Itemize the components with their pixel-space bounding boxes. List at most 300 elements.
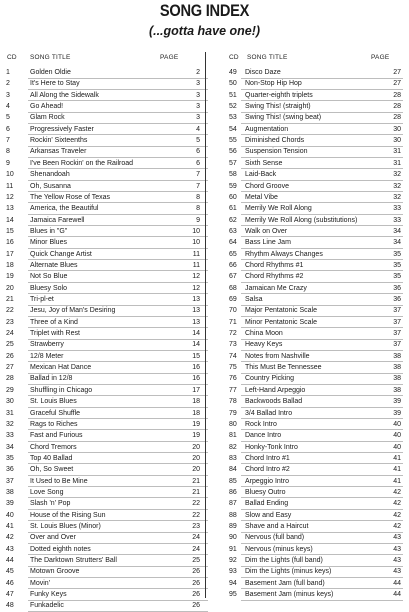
page-number: 15 bbox=[192, 352, 200, 360]
cd-track-number: 15 bbox=[6, 227, 14, 235]
page-number: 43 bbox=[393, 534, 401, 542]
song-row bbox=[6, 465, 208, 476]
page-number: 32 bbox=[393, 171, 401, 179]
song-title: Shuffling in Chicago bbox=[30, 386, 93, 394]
cd-track-number: 89 bbox=[229, 523, 237, 530]
cd-track-number: 42 bbox=[6, 534, 14, 542]
cd-track-number: 53 bbox=[229, 114, 237, 122]
cd-track-number: 71 bbox=[229, 318, 237, 326]
cd-track-number: 34 bbox=[6, 443, 14, 451]
song-row bbox=[223, 545, 403, 556]
page-number: 11 bbox=[192, 261, 200, 269]
cd-track-number: 8 bbox=[6, 148, 10, 156]
page-number: 37 bbox=[393, 330, 401, 338]
page-number: 43 bbox=[393, 545, 401, 553]
page-number: 27 bbox=[393, 69, 401, 76]
page-number: 8 bbox=[196, 193, 200, 201]
song-row bbox=[223, 556, 403, 567]
song-row bbox=[223, 295, 403, 306]
song-title: Dim the Lights (full band) bbox=[245, 557, 323, 565]
song-title: Minor Blues bbox=[30, 239, 67, 247]
song-row bbox=[6, 193, 208, 204]
page-number: 35 bbox=[393, 273, 401, 281]
cd-track-number: 7 bbox=[6, 137, 10, 145]
page-number: 37 bbox=[393, 307, 401, 315]
song-title: Rags to Riches bbox=[30, 420, 78, 428]
song-row bbox=[223, 511, 403, 522]
song-row bbox=[6, 477, 208, 488]
song-row bbox=[223, 125, 403, 136]
cd-track-number: 43 bbox=[6, 545, 14, 553]
song-row bbox=[223, 386, 403, 397]
song-row bbox=[6, 397, 208, 408]
song-title: 12/8 Meter bbox=[30, 352, 64, 360]
song-row bbox=[6, 511, 208, 522]
cd-track-number: 67 bbox=[229, 273, 237, 281]
song-row bbox=[223, 261, 403, 272]
cd-track-number: 84 bbox=[229, 466, 237, 474]
song-row bbox=[6, 68, 208, 79]
page-number: 3 bbox=[196, 80, 200, 88]
cd-track-number: 74 bbox=[229, 352, 237, 360]
song-title: Ballad Ending bbox=[245, 500, 289, 508]
song-row bbox=[223, 363, 403, 374]
song-title: Oh, So Sweet bbox=[30, 466, 74, 474]
cd-track-number: 32 bbox=[6, 420, 14, 428]
page-number: 13 bbox=[192, 318, 200, 326]
song-title: Basement Jam (full band) bbox=[245, 579, 325, 587]
page-number: 3 bbox=[196, 91, 200, 99]
song-row bbox=[6, 533, 208, 544]
song-row bbox=[6, 454, 208, 465]
page-number: 33 bbox=[393, 216, 401, 224]
cd-header: CD bbox=[229, 54, 239, 61]
page-number: 18 bbox=[192, 409, 200, 417]
song-row bbox=[6, 216, 208, 227]
song-row bbox=[223, 579, 403, 590]
cd-track-number: 85 bbox=[229, 477, 237, 485]
song-row bbox=[223, 227, 403, 238]
song-title: Notes from Nashville bbox=[245, 352, 310, 360]
cd-track-number: 35 bbox=[6, 454, 14, 462]
cd-track-number: 22 bbox=[6, 307, 14, 315]
song-row bbox=[223, 306, 403, 317]
song-title: Basement Jam (minus keys) bbox=[245, 591, 334, 599]
song-title: Chord Groove bbox=[245, 182, 289, 190]
cd-track-number: 68 bbox=[229, 284, 237, 292]
song-title: Augmentation bbox=[245, 125, 289, 133]
song-title: Major Pentatonic Scale bbox=[245, 307, 317, 315]
song-row bbox=[6, 363, 208, 374]
song-row bbox=[223, 91, 403, 102]
cd-track-number: 77 bbox=[229, 386, 237, 394]
cd-track-number: 3 bbox=[6, 91, 10, 99]
page-number: 43 bbox=[393, 557, 401, 565]
song-row bbox=[6, 499, 208, 510]
song-title: Swing This! (swing beat) bbox=[245, 114, 322, 122]
song-title: Ballad in 12/8 bbox=[30, 375, 73, 383]
page-number: 25 bbox=[192, 557, 200, 565]
right-column-header bbox=[207, 52, 409, 64]
song-row bbox=[223, 250, 403, 261]
page-number: 14 bbox=[192, 330, 200, 338]
page-number: 24 bbox=[192, 534, 200, 542]
song-row bbox=[6, 136, 208, 147]
cd-track-number: 59 bbox=[229, 182, 237, 190]
page-number: 6 bbox=[196, 148, 200, 156]
page-number: 13 bbox=[192, 296, 200, 303]
cd-track-number: 44 bbox=[6, 557, 14, 565]
song-row bbox=[223, 204, 403, 215]
page-number: 21 bbox=[192, 488, 200, 496]
song-title: Mexican Hat Dance bbox=[30, 364, 92, 372]
song-title: Honky-Tonk Intro bbox=[245, 443, 298, 451]
page-number: 34 bbox=[393, 239, 401, 247]
page-number: 20 bbox=[192, 466, 200, 474]
page-number: 14 bbox=[192, 341, 200, 349]
page-number: 40 bbox=[393, 432, 401, 440]
page-number: 38 bbox=[393, 352, 401, 360]
cd-track-number: 17 bbox=[6, 250, 14, 258]
cd-track-number: 40 bbox=[6, 511, 14, 519]
cd-track-number: 37 bbox=[6, 477, 14, 485]
cd-track-number: 78 bbox=[229, 398, 237, 406]
song-row bbox=[223, 499, 403, 510]
song-title: It's Here to Stay bbox=[30, 80, 80, 88]
song-title: Jamaican Me Crazy bbox=[245, 284, 307, 292]
song-title: Slow and Easy bbox=[245, 511, 292, 519]
cd-track-number: 6 bbox=[6, 125, 10, 133]
song-title: Rhythm Always Changes bbox=[245, 250, 323, 258]
page-number: 38 bbox=[393, 386, 401, 394]
page-number: 31 bbox=[393, 148, 401, 156]
song-row bbox=[223, 522, 403, 533]
cd-track-number: 36 bbox=[6, 466, 14, 474]
cd-track-number: 93 bbox=[229, 568, 237, 576]
cd-track-number: 26 bbox=[6, 352, 14, 360]
cd-track-number: 82 bbox=[229, 443, 237, 451]
cd-track-number: 1 bbox=[6, 69, 10, 76]
song-title: Swing This! (straight) bbox=[245, 103, 311, 111]
cd-track-number: 27 bbox=[6, 364, 14, 372]
song-title: Diminished Chords bbox=[245, 137, 305, 145]
song-row bbox=[223, 68, 403, 79]
page-number: 41 bbox=[393, 466, 401, 474]
cd-track-number: 11 bbox=[6, 182, 14, 190]
song-row bbox=[6, 329, 208, 340]
page-number: 31 bbox=[393, 159, 401, 167]
song-title-header: SONG TITLE bbox=[30, 54, 71, 61]
song-row bbox=[6, 431, 208, 442]
song-row bbox=[223, 340, 403, 351]
page-number: 34 bbox=[393, 227, 401, 235]
page-number: 13 bbox=[192, 307, 200, 315]
song-title: Quarter-eighth triplets bbox=[245, 91, 313, 99]
cd-track-number: 49 bbox=[229, 69, 237, 76]
song-row bbox=[223, 454, 403, 465]
song-row bbox=[223, 193, 403, 204]
song-title: Salsa bbox=[245, 296, 263, 303]
song-title: Suspension Tension bbox=[245, 148, 308, 156]
song-title: Bluesy Outro bbox=[245, 488, 286, 496]
song-title: Non-Stop Hip Hop bbox=[245, 80, 302, 88]
cd-track-number: 46 bbox=[6, 579, 14, 587]
page-number: 42 bbox=[393, 500, 401, 508]
song-title: Movin' bbox=[30, 579, 51, 587]
cd-track-number: 92 bbox=[229, 557, 237, 565]
song-title: St. Louis Blues bbox=[30, 398, 77, 406]
cd-track-number: 24 bbox=[6, 330, 14, 338]
song-title: Minor Pentatonic Scale bbox=[245, 318, 317, 326]
cd-track-number: 4 bbox=[6, 103, 10, 111]
page-number: 16 bbox=[192, 364, 200, 372]
song-title: Motown Groove bbox=[30, 568, 80, 576]
song-row bbox=[6, 488, 208, 499]
page-number: 9 bbox=[196, 216, 200, 224]
page-number: 38 bbox=[393, 375, 401, 383]
song-row bbox=[6, 295, 208, 306]
page-subtitle: (...gotta have one!) bbox=[148, 24, 261, 38]
song-row bbox=[223, 318, 403, 329]
song-title: Left-Hand Arpeggio bbox=[245, 386, 306, 394]
song-title: This Must Be Tennessee bbox=[245, 364, 322, 372]
song-title: Metal Vibe bbox=[245, 193, 278, 201]
cd-track-number: 55 bbox=[229, 137, 237, 145]
song-row bbox=[6, 113, 208, 124]
song-title: Quick Change Artist bbox=[30, 250, 92, 258]
song-row bbox=[6, 567, 208, 578]
cd-track-number: 21 bbox=[6, 296, 14, 303]
song-row bbox=[223, 159, 403, 170]
column-divider bbox=[205, 52, 206, 598]
song-title: The Yellow Rose of Texas bbox=[30, 193, 111, 201]
page-number: 40 bbox=[393, 443, 401, 451]
page-number: 27 bbox=[393, 80, 401, 88]
song-title: Heavy Keys bbox=[245, 341, 283, 349]
song-title-header: SONG TITLE bbox=[247, 54, 288, 61]
page-number: 36 bbox=[393, 296, 401, 303]
song-title: Rock Intro bbox=[245, 420, 277, 428]
cd-track-number: 60 bbox=[229, 193, 237, 201]
page-number: 28 bbox=[393, 91, 401, 99]
song-title: Sixth Sense bbox=[245, 159, 283, 167]
cd-track-number: 19 bbox=[6, 273, 14, 281]
song-title: Arpeggio Intro bbox=[245, 477, 289, 485]
song-row bbox=[223, 488, 403, 499]
page-number: 38 bbox=[393, 364, 401, 372]
song-row bbox=[6, 318, 208, 329]
song-title: Triplet with Rest bbox=[30, 330, 80, 338]
song-row bbox=[223, 182, 403, 193]
page-number: 42 bbox=[393, 488, 401, 496]
cd-track-number: 28 bbox=[6, 375, 14, 383]
song-row bbox=[223, 136, 403, 147]
cd-track-number: 9 bbox=[6, 159, 10, 167]
song-row bbox=[6, 159, 208, 170]
song-row bbox=[6, 284, 208, 295]
song-row bbox=[6, 182, 208, 193]
cd-track-number: 64 bbox=[229, 239, 237, 247]
song-title: Top 40 Ballad bbox=[30, 454, 73, 462]
song-row bbox=[223, 374, 403, 385]
song-title: Laid-Back bbox=[245, 171, 277, 179]
page-number: 10 bbox=[192, 239, 200, 247]
page-header: PAGE bbox=[371, 54, 390, 61]
song-title: Glam Rock bbox=[30, 114, 65, 122]
song-row bbox=[6, 306, 208, 317]
song-title: Dance Intro bbox=[245, 432, 282, 440]
cd-track-number: 58 bbox=[229, 171, 237, 179]
cd-track-number: 25 bbox=[6, 341, 14, 349]
cd-track-number: 75 bbox=[229, 364, 237, 372]
page-number: 12 bbox=[192, 273, 200, 281]
cd-track-number: 51 bbox=[229, 91, 237, 99]
page-number: 11 bbox=[192, 250, 200, 258]
cd-track-number: 86 bbox=[229, 488, 237, 496]
cd-track-number: 70 bbox=[229, 307, 237, 315]
page-number: 35 bbox=[393, 261, 401, 269]
cd-track-number: 91 bbox=[229, 545, 237, 553]
song-title: Merrily We Roll Along bbox=[245, 205, 312, 213]
cd-track-number: 69 bbox=[229, 296, 237, 303]
song-row bbox=[223, 272, 403, 283]
cd-track-number: 81 bbox=[229, 432, 237, 440]
song-title: Nervous (minus keys) bbox=[245, 545, 313, 553]
song-title: America, the Beautiful bbox=[30, 205, 99, 213]
song-row bbox=[6, 204, 208, 215]
cd-track-number: 16 bbox=[6, 239, 14, 247]
song-title: St. Louis Blues (Minor) bbox=[30, 523, 101, 530]
page-number: 22 bbox=[192, 500, 200, 508]
cd-track-number: 95 bbox=[229, 591, 237, 599]
page-number: 28 bbox=[393, 114, 401, 122]
song-title: Dotted eighth notes bbox=[30, 545, 91, 553]
song-row bbox=[6, 238, 208, 249]
song-row bbox=[6, 522, 208, 533]
cd-track-number: 65 bbox=[229, 250, 237, 258]
song-row bbox=[223, 465, 403, 476]
page-number: 2 bbox=[196, 69, 200, 76]
page-number: 4 bbox=[196, 125, 200, 133]
song-title: Country Picking bbox=[245, 375, 295, 383]
song-title: 3/4 Ballad Intro bbox=[245, 409, 293, 417]
song-title: Graceful Shuffle bbox=[30, 409, 81, 417]
song-row bbox=[223, 590, 403, 601]
page-number: 39 bbox=[393, 398, 401, 406]
song-row bbox=[223, 238, 403, 249]
page-title: SONG INDEX bbox=[159, 1, 250, 20]
cd-track-number: 57 bbox=[229, 159, 237, 167]
page-number: 44 bbox=[393, 591, 401, 599]
song-row bbox=[223, 443, 403, 454]
song-row bbox=[6, 556, 208, 567]
cd-track-number: 13 bbox=[6, 205, 14, 213]
song-title: Golden Oldie bbox=[30, 69, 71, 76]
cd-track-number: 52 bbox=[229, 103, 237, 111]
page-number: 36 bbox=[393, 284, 401, 292]
song-title: Go Ahead! bbox=[30, 103, 64, 111]
song-title: Jesu, Joy of Man's Desiring bbox=[30, 307, 116, 315]
left-column-header bbox=[0, 52, 205, 64]
song-title: Bluesy Solo bbox=[30, 284, 67, 292]
page-number: 16 bbox=[192, 375, 200, 383]
song-row bbox=[6, 409, 208, 420]
cd-track-number: 23 bbox=[6, 318, 14, 326]
song-row bbox=[223, 102, 403, 113]
song-row bbox=[6, 91, 208, 102]
page-number: 32 bbox=[393, 182, 401, 190]
cd-track-number: 31 bbox=[6, 409, 14, 417]
page-number: 20 bbox=[192, 454, 200, 462]
song-row bbox=[6, 374, 208, 385]
song-title: Chord Rhythms #2 bbox=[245, 273, 304, 281]
cd-track-number: 39 bbox=[6, 500, 14, 508]
cd-track-number: 50 bbox=[229, 80, 237, 88]
cd-track-number: 73 bbox=[229, 341, 237, 349]
page-number: 44 bbox=[393, 579, 401, 587]
page-number: 7 bbox=[196, 182, 200, 190]
song-row bbox=[6, 261, 208, 272]
song-title: Jamaica Farewell bbox=[30, 216, 85, 224]
song-row bbox=[223, 329, 403, 340]
page-number: 39 bbox=[393, 409, 401, 417]
song-title: The Darktown Strutters' Ball bbox=[30, 557, 117, 565]
song-row bbox=[223, 170, 403, 181]
song-title: Love Song bbox=[30, 488, 64, 496]
cd-track-number: 41 bbox=[6, 523, 14, 530]
song-title: Rockin' Sixteenths bbox=[30, 137, 88, 145]
song-title: Three of a Kind bbox=[30, 318, 78, 326]
song-title: Chord Intro #2 bbox=[245, 466, 290, 474]
song-row bbox=[223, 477, 403, 488]
cd-track-number: 20 bbox=[6, 284, 14, 292]
song-row bbox=[223, 409, 403, 420]
song-row bbox=[6, 79, 208, 90]
song-row bbox=[6, 227, 208, 238]
cd-track-number: 63 bbox=[229, 227, 237, 235]
song-row bbox=[6, 545, 208, 556]
song-title: Chord Intro #1 bbox=[245, 454, 290, 462]
page-number: 8 bbox=[196, 205, 200, 213]
song-title: China Moon bbox=[245, 330, 283, 338]
song-title: Strawberry bbox=[30, 341, 64, 349]
song-title: House of the Rising Sun bbox=[30, 511, 106, 519]
page-number: 26 bbox=[192, 579, 200, 587]
song-title: Chord Tremors bbox=[30, 443, 77, 451]
cd-track-number: 66 bbox=[229, 261, 237, 269]
song-row bbox=[223, 79, 403, 90]
cd-track-number: 72 bbox=[229, 330, 237, 338]
song-row bbox=[6, 579, 208, 590]
page-number: 37 bbox=[393, 341, 401, 349]
cd-track-number: 79 bbox=[229, 409, 237, 417]
page-number: 26 bbox=[192, 568, 200, 576]
page-number: 3 bbox=[196, 103, 200, 111]
song-row bbox=[223, 567, 403, 578]
page-number: 26 bbox=[192, 591, 200, 599]
song-row bbox=[223, 397, 403, 408]
song-row bbox=[6, 125, 208, 136]
page-number: 41 bbox=[393, 477, 401, 485]
cd-track-number: 56 bbox=[229, 148, 237, 156]
cd-track-number: 94 bbox=[229, 579, 237, 587]
song-row bbox=[6, 420, 208, 431]
cd-track-number: 62 bbox=[229, 216, 237, 224]
page-number: 5 bbox=[196, 137, 200, 145]
page-number: 42 bbox=[393, 523, 401, 530]
cd-track-number: 38 bbox=[6, 488, 14, 496]
song-row bbox=[223, 352, 403, 363]
